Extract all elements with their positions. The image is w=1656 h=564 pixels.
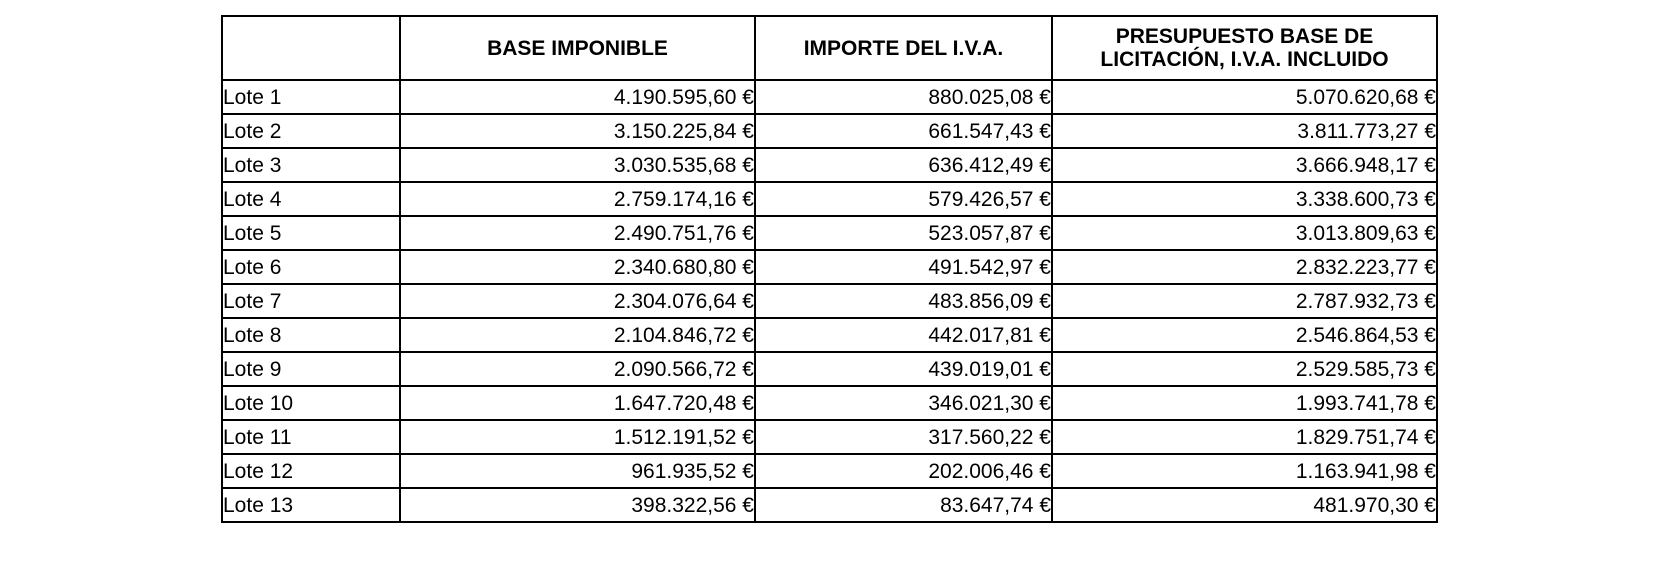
base-imponible-cell: 2.759.174,16 € bbox=[400, 182, 755, 216]
header-importe-iva: IMPORTE DEL I.V.A. bbox=[755, 16, 1052, 80]
lote-cell: Lote 3 bbox=[222, 148, 400, 182]
table-row bbox=[222, 352, 1437, 386]
lote-cell: Lote 13 bbox=[222, 488, 400, 522]
table-row bbox=[222, 420, 1437, 454]
presupuesto-total-cell: 2.832.223,77 € bbox=[1052, 250, 1437, 284]
lote-cell: Lote 9 bbox=[222, 352, 400, 386]
table-row bbox=[222, 80, 1437, 114]
presupuesto-total-cell: 1.163.941,98 € bbox=[1052, 454, 1437, 488]
presupuesto-total-cell: 2.529.585,73 € bbox=[1052, 352, 1437, 386]
table-header-row bbox=[222, 16, 1437, 80]
lote-cell: Lote 5 bbox=[222, 216, 400, 250]
importe-iva-cell: 346.021,30 € bbox=[755, 386, 1052, 420]
table-row bbox=[222, 148, 1437, 182]
table-row bbox=[222, 182, 1437, 216]
presupuesto-total-cell: 3.013.809,63 € bbox=[1052, 216, 1437, 250]
base-imponible-cell: 3.030.535,68 € bbox=[400, 148, 755, 182]
base-imponible-cell: 2.340.680,80 € bbox=[400, 250, 755, 284]
lotes-budget-table bbox=[221, 15, 1438, 523]
presupuesto-total-cell: 481.970,30 € bbox=[1052, 488, 1437, 522]
base-imponible-cell: 2.304.076,64 € bbox=[400, 284, 755, 318]
table-row bbox=[222, 488, 1437, 522]
header-base-imponible: BASE IMPONIBLE bbox=[400, 16, 755, 80]
importe-iva-cell: 661.547,43 € bbox=[755, 114, 1052, 148]
base-imponible-cell: 2.090.566,72 € bbox=[400, 352, 755, 386]
table-row bbox=[222, 216, 1437, 250]
importe-iva-cell: 442.017,81 € bbox=[755, 318, 1052, 352]
importe-iva-cell: 317.560,22 € bbox=[755, 420, 1052, 454]
importe-iva-cell: 491.542,97 € bbox=[755, 250, 1052, 284]
table-row bbox=[222, 114, 1437, 148]
presupuesto-total-cell: 5.070.620,68 € bbox=[1052, 80, 1437, 114]
base-imponible-cell: 3.150.225,84 € bbox=[400, 114, 755, 148]
base-imponible-cell: 2.104.846,72 € bbox=[400, 318, 755, 352]
presupuesto-total-cell: 3.811.773,27 € bbox=[1052, 114, 1437, 148]
presupuesto-total-cell: 1.829.751,74 € bbox=[1052, 420, 1437, 454]
lote-cell: Lote 6 bbox=[222, 250, 400, 284]
header-lote bbox=[222, 16, 400, 80]
lote-cell: Lote 7 bbox=[222, 284, 400, 318]
importe-iva-cell: 579.426,57 € bbox=[755, 182, 1052, 216]
base-imponible-cell: 398.322,56 € bbox=[400, 488, 755, 522]
presupuesto-total-cell: 2.546.864,53 € bbox=[1052, 318, 1437, 352]
base-imponible-cell: 961.935,52 € bbox=[400, 454, 755, 488]
importe-iva-cell: 83.647,74 € bbox=[755, 488, 1052, 522]
base-imponible-cell: 1.512.191,52 € bbox=[400, 420, 755, 454]
importe-iva-cell: 439.019,01 € bbox=[755, 352, 1052, 386]
base-imponible-cell: 1.647.720,48 € bbox=[400, 386, 755, 420]
base-imponible-cell: 2.490.751,76 € bbox=[400, 216, 755, 250]
header-presupuesto-base bbox=[1052, 16, 1437, 80]
lote-cell: Lote 4 bbox=[222, 182, 400, 216]
table-row bbox=[222, 284, 1437, 318]
table-row bbox=[222, 318, 1437, 352]
importe-iva-cell: 483.856,09 € bbox=[755, 284, 1052, 318]
importe-iva-cell: 523.057,87 € bbox=[755, 216, 1052, 250]
base-imponible-cell: 4.190.595,60 € bbox=[400, 80, 755, 114]
importe-iva-cell: 636.412,49 € bbox=[755, 148, 1052, 182]
importe-iva-cell: 880.025,08 € bbox=[755, 80, 1052, 114]
lote-cell: Lote 10 bbox=[222, 386, 400, 420]
table-row bbox=[222, 250, 1437, 284]
lote-cell: Lote 11 bbox=[222, 420, 400, 454]
importe-iva-cell: 202.006,46 € bbox=[755, 454, 1052, 488]
table-row bbox=[222, 454, 1437, 488]
table-row bbox=[222, 386, 1437, 420]
lote-cell: Lote 8 bbox=[222, 318, 400, 352]
lote-cell: Lote 2 bbox=[222, 114, 400, 148]
table-body bbox=[222, 80, 1437, 522]
header-presupuesto-line-1: PRESUPUESTO BASE DE bbox=[1115, 25, 1374, 48]
presupuesto-total-cell: 3.666.948,17 € bbox=[1052, 148, 1437, 182]
header-presupuesto-line-2: LICITACIÓN, I.V.A. INCLUIDO bbox=[1100, 48, 1389, 71]
presupuesto-total-cell: 1.993.741,78 € bbox=[1052, 386, 1437, 420]
lote-cell: Lote 12 bbox=[222, 454, 400, 488]
presupuesto-total-cell: 2.787.932,73 € bbox=[1052, 284, 1437, 318]
lote-cell: Lote 1 bbox=[222, 80, 400, 114]
presupuesto-total-cell: 3.338.600,73 € bbox=[1052, 182, 1437, 216]
